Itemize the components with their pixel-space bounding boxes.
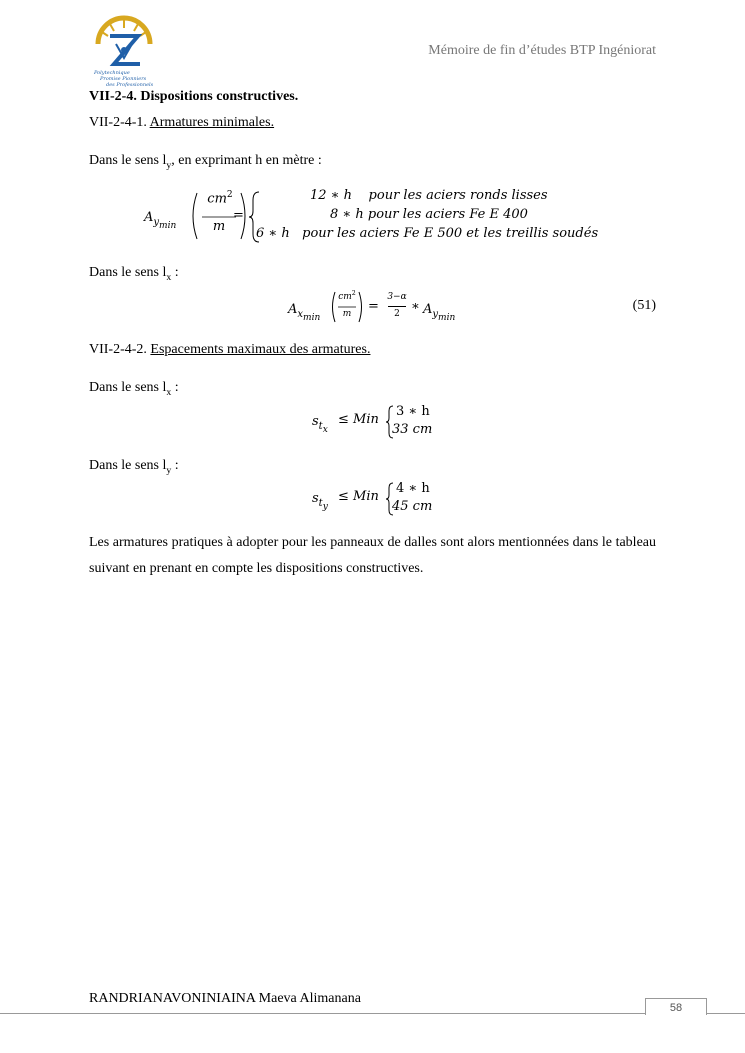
case-value: 4 ∗ h <box>396 481 430 496</box>
formula-symbol: s <box>312 491 319 506</box>
formula-ax-min <box>288 290 478 326</box>
formula-equals: = <box>233 208 244 223</box>
formula-exponent: 2 <box>351 290 356 297</box>
formula-subsubscript: y <box>322 502 328 513</box>
logo-text-line-2: Promise Pionniers <box>100 76 147 82</box>
logo-text-line-3: des Professionnels <box>106 82 154 88</box>
text-subscript: x <box>166 386 172 398</box>
case-value: 6 ∗ h <box>256 226 290 241</box>
text-fragment: , en exprimant h en mètre : <box>171 153 322 168</box>
case-fe-e-400 <box>330 207 528 222</box>
footer-author: RANDRIANAVONINIAINA Maeva Alimanana <box>89 991 361 1006</box>
text-fragment: Dans le sens l <box>89 458 167 473</box>
case-text: pour les aciers Fe E 500 et les treillis soudés <box>302 226 599 241</box>
formula-subscript: t <box>318 498 323 510</box>
formula-st-x <box>312 402 452 442</box>
formula-subsubscript: x <box>322 425 328 436</box>
paragraph-sens-lx-2 <box>89 380 179 398</box>
subsection-armatures-minimales <box>89 115 274 131</box>
unit-denominator-small: m <box>342 309 352 319</box>
school-logo <box>90 14 158 90</box>
fraction-bar <box>388 306 406 307</box>
unit-denominator: m <box>212 219 226 234</box>
formula-unit: cm <box>207 191 227 207</box>
case-value: 3 ∗ h <box>396 404 430 419</box>
text-fragment: Dans le sens l <box>89 380 167 395</box>
text-fragment: Dans le sens l <box>89 265 167 280</box>
case-value-1 <box>396 481 430 496</box>
logo-text-line-1: Polytechnique <box>94 70 130 76</box>
header-title: Mémoire de fin d’études BTP Ingéniorat <box>428 43 656 58</box>
case-value: 12 ∗ h <box>310 188 353 203</box>
formula-subsubscript: min <box>303 313 321 324</box>
case-value-2 <box>392 422 432 437</box>
logo-emblem-icon <box>110 36 140 64</box>
case-value: 45 cm <box>392 499 433 514</box>
text-fragment: : <box>171 265 179 280</box>
fraction-numerator: 3−α <box>387 292 407 302</box>
unit-numerator-small <box>336 290 358 302</box>
text-subscript: x <box>166 271 172 283</box>
subsection-title: Espacements maximaux des armatures. <box>150 342 371 357</box>
formula-subscript: t <box>318 421 323 433</box>
text-subscript: y <box>166 464 172 476</box>
formula-ay-min <box>144 188 614 246</box>
case-value: 8 ∗ h <box>330 207 364 222</box>
cases-ay-min <box>256 188 602 246</box>
formula-subscript: x <box>297 309 304 321</box>
formula-exponent: 2 <box>226 190 233 200</box>
formula-symbol: s <box>312 414 319 429</box>
formula-subscript: y <box>432 309 439 321</box>
formula-st-y <box>312 479 452 519</box>
case-value: 33 cm <box>392 422 433 437</box>
logo-sun-icon <box>98 18 150 44</box>
text-fragment: : <box>171 380 179 395</box>
case-text: pour les aciers ronds lisses <box>368 188 548 203</box>
subsection-number: VII-2-4-1. <box>89 115 147 130</box>
case-fe-e-500 <box>256 226 598 241</box>
case-value-2 <box>392 499 432 514</box>
formula-subsubscript: min <box>438 313 456 324</box>
text-subscript: y <box>166 159 172 171</box>
formula-subsubscript: min <box>159 221 177 232</box>
formula-symbol: A <box>144 210 154 225</box>
formula-symbol: A <box>288 302 298 317</box>
paragraph-sens-lx-1 <box>89 265 179 283</box>
unit-numerator <box>206 190 234 206</box>
paragraph-sens-ly-2 <box>89 458 179 476</box>
equation-number: (51) <box>632 298 656 313</box>
formula-relation: ≤ Min <box>338 489 379 504</box>
formula-times: ∗ <box>411 299 420 314</box>
formula-relation: ≤ Min <box>338 412 379 427</box>
footer-divider <box>0 1013 745 1014</box>
conclusion-paragraph: Les armatures pratiques à adopter pour les panneaux de dalles sont alors mentionnées dans le tableau suivant en prenant en compte les dispositions constructives. <box>89 535 656 576</box>
case-ronds-lisses <box>310 188 548 203</box>
page-number: 58 <box>645 998 707 1015</box>
text-fragment: : <box>171 458 179 473</box>
section-heading: VII-2-4. Dispositions constructives. <box>89 89 299 104</box>
subsection-number: VII-2-4-2. <box>89 342 147 357</box>
text-fragment: Dans le sens l <box>89 153 167 168</box>
formula-subscript: y <box>153 217 160 229</box>
case-value-1 <box>396 404 430 419</box>
formula-symbol: A <box>423 302 433 317</box>
formula-unit: cm <box>338 292 352 302</box>
subsection-espacements <box>89 342 370 358</box>
paragraph-sens-ly <box>89 153 322 171</box>
case-text: pour les aciers Fe E 400 <box>367 207 528 222</box>
formula-equals: = <box>368 299 379 314</box>
subsection-title: Armatures minimales. <box>149 115 275 130</box>
fraction-denominator: 2 <box>394 309 400 319</box>
